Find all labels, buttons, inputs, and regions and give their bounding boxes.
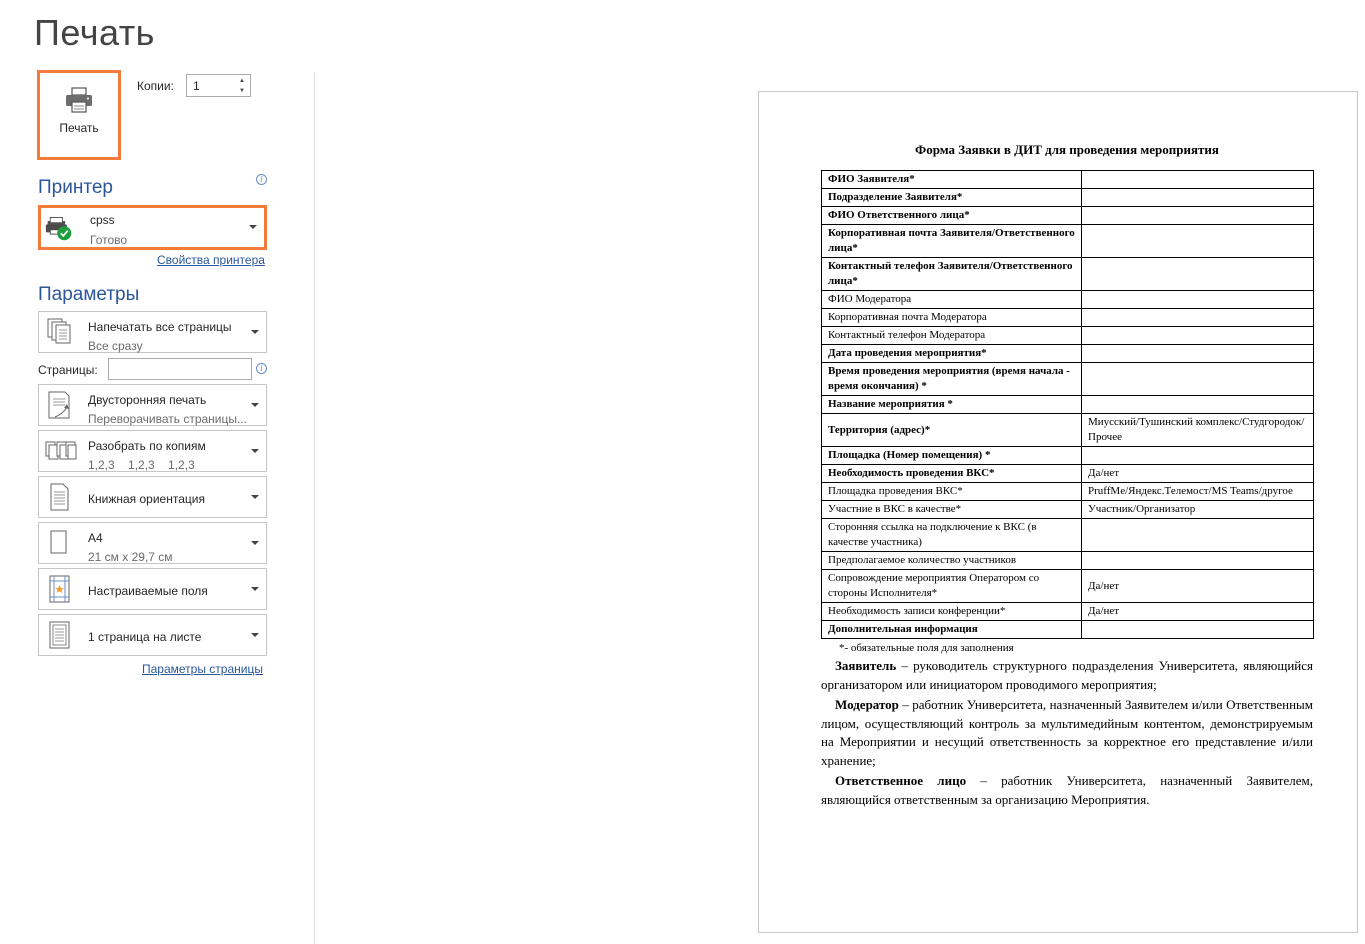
form-field-label: Подразделение Заявителя* <box>822 189 1082 207</box>
printer-name: cpss <box>90 213 115 227</box>
form-field-label: Сопровождение мероприятия Оператором со стороны Исполнителя* <box>822 570 1082 603</box>
pages-info-icon[interactable]: i <box>256 363 267 374</box>
form-field-label: Необходимость проведения ВКС* <box>822 465 1082 483</box>
paper-size-dropdown[interactable] <box>38 522 267 564</box>
form-field-label: Участние в ВКС в качестве* <box>822 501 1082 519</box>
form-field-value <box>1082 327 1314 345</box>
duplex-dropdown[interactable] <box>38 384 267 426</box>
table-row <box>822 519 1314 552</box>
chevron-down-icon <box>249 225 257 229</box>
settings-heading: Параметры <box>38 284 140 305</box>
form-field-label: Дата проведения мероприятия* <box>822 345 1082 363</box>
table-row <box>822 552 1314 570</box>
definition-text: – работник Университета, назначенный Заявителем и/или Ответственным лицом, осуществляющий контроль за мультимедийным контентом, демонстрируемым на Мероприятии и несущий ответственность за корректное его представление и/или хранение; <box>821 697 1313 768</box>
definition-paragraph <box>821 696 1313 770</box>
copies-stepper[interactable] <box>186 74 251 97</box>
pages-label: Страницы: <box>38 363 98 377</box>
definition-paragraph <box>821 657 1313 694</box>
form-field-value <box>1082 258 1314 291</box>
form-field-value <box>1082 519 1314 552</box>
duplex-page-icon <box>45 390 73 420</box>
form-field-value <box>1082 189 1314 207</box>
print-button-label: Печать <box>59 121 99 135</box>
form-field-label: Площадка проведения ВКС* <box>822 483 1082 501</box>
form-field-label: ФИО Модератора <box>822 291 1082 309</box>
form-field-value <box>1082 396 1314 414</box>
portrait-page-icon <box>45 482 73 512</box>
printer-heading: Принтер <box>38 177 113 198</box>
table-row <box>822 447 1314 465</box>
pages-stack-icon <box>45 317 73 347</box>
panel-divider <box>314 72 315 944</box>
table-row <box>822 291 1314 309</box>
paper-size-icon <box>45 528 73 558</box>
form-field-value: Да/нет <box>1082 603 1314 621</box>
paper-size-subtitle: 21 см x 29,7 см <box>88 550 173 564</box>
pages-per-sheet-title: 1 страница на листе <box>88 630 202 644</box>
chevron-down-icon <box>251 330 259 334</box>
form-field-label: Предполагаемое количество участников <box>822 552 1082 570</box>
pages-per-sheet-icon <box>45 620 73 650</box>
print-range-dropdown[interactable] <box>38 311 267 353</box>
copies-label: Копии: <box>137 79 174 93</box>
duplex-subtitle: Переворачивать страницы... <box>88 412 248 426</box>
chevron-down-icon <box>251 403 259 407</box>
margins-icon <box>45 574 73 604</box>
table-row <box>822 207 1314 225</box>
printer-ready-icon <box>45 213 73 243</box>
table-row <box>822 171 1314 189</box>
chevron-down-icon <box>251 587 259 591</box>
form-field-label: Время проведения мероприятия (время начала - время окончания) * <box>822 363 1082 396</box>
paper-size-title: A4 <box>88 531 103 545</box>
definition-term: Модератор <box>835 697 899 712</box>
printer-dropdown[interactable] <box>38 205 267 250</box>
form-field-value <box>1082 621 1314 639</box>
pages-per-sheet-dropdown[interactable] <box>38 614 267 656</box>
form-field-value: PruffMe/Яндекс.Телемост/MS Teams/другое <box>1082 483 1314 501</box>
form-field-label: Дополнительная информация <box>822 621 1082 639</box>
table-row <box>822 396 1314 414</box>
form-field-value: Да/нет <box>1082 570 1314 603</box>
collate-dropdown[interactable] <box>38 430 267 472</box>
duplex-title: Двусторонняя печать <box>88 393 207 407</box>
form-field-label: Контактный телефон Заявителя/Ответственного лица* <box>822 258 1082 291</box>
form-field-label: ФИО Заявителя* <box>822 171 1082 189</box>
form-field-value <box>1082 225 1314 258</box>
table-row <box>822 621 1314 639</box>
definition-text: – руководитель структурного подразделения Университета, являющийся организатором или инициатором проводимого мероприятия; <box>821 658 1313 692</box>
definitions <box>821 657 1313 809</box>
table-row <box>822 465 1314 483</box>
table-row <box>822 414 1314 447</box>
table-row <box>822 327 1314 345</box>
table-row <box>822 258 1314 291</box>
collate-icon <box>45 436 77 466</box>
form-field-value <box>1082 345 1314 363</box>
request-form-table <box>821 170 1314 639</box>
definition-term: Ответственное лицо <box>835 773 967 788</box>
definition-term: Заявитель <box>835 658 897 673</box>
definition-paragraph <box>821 772 1313 809</box>
margins-title: Настраиваемые поля <box>88 584 208 598</box>
printer-icon <box>64 87 94 113</box>
printer-info-icon[interactable]: i <box>256 174 267 185</box>
chevron-down-icon <box>251 495 259 499</box>
table-row <box>822 501 1314 519</box>
print-button[interactable] <box>37 70 121 160</box>
margins-dropdown[interactable] <box>38 568 267 610</box>
form-field-value <box>1082 552 1314 570</box>
form-field-value <box>1082 309 1314 327</box>
chevron-down-icon <box>251 633 259 637</box>
document-title: Форма Заявки в ДИТ для проведения мероприятия <box>915 142 1219 157</box>
table-row <box>822 570 1314 603</box>
copies-up-button[interactable]: ▲ <box>239 78 245 84</box>
page-title: Печать <box>34 12 155 53</box>
form-field-label: Территория (адрес)* <box>822 414 1082 447</box>
form-field-label: Сторонняя ссылка на подключение к ВКС (в качестве участника) <box>822 519 1082 552</box>
page-setup-link[interactable]: Параметры страницы <box>142 662 263 676</box>
form-field-label: Необходимость записи конференции* <box>822 603 1082 621</box>
form-field-label: Корпоративная почта Модератора <box>822 309 1082 327</box>
orientation-title: Книжная ориентация <box>88 492 205 506</box>
table-row <box>822 309 1314 327</box>
chevron-down-icon <box>251 541 259 545</box>
form-field-value: Да/нет <box>1082 465 1314 483</box>
definition-text: – работник Университета, назначенный Заявителем, являющийся ответственным за организацию Мероприятия. <box>821 773 1313 807</box>
table-row <box>822 345 1314 363</box>
form-field-label: ФИО Ответственного лица* <box>822 207 1082 225</box>
form-field-label: Контактный телефон Модератора <box>822 327 1082 345</box>
pages-input[interactable] <box>108 358 252 380</box>
form-field-value: Участник/Организатор <box>1082 501 1314 519</box>
form-field-value: Миусский/Тушинский комплекс/Студгородок/Прочее <box>1082 414 1314 447</box>
printer-properties-link[interactable]: Свойства принтера <box>157 253 265 267</box>
print-range-subtitle: Все сразу <box>88 339 143 353</box>
form-field-value <box>1082 363 1314 396</box>
copies-down-button[interactable]: ▼ <box>239 88 245 94</box>
table-row <box>822 603 1314 621</box>
form-field-label: Название мероприятия * <box>822 396 1082 414</box>
table-row <box>822 189 1314 207</box>
collate-title: Разобрать по копиям <box>88 439 206 453</box>
orientation-dropdown[interactable] <box>38 476 267 518</box>
form-field-label: Площадка (Номер помещения) * <box>822 447 1082 465</box>
chevron-down-icon <box>251 449 259 453</box>
printer-status: Готово <box>90 233 128 247</box>
form-field-value <box>1082 447 1314 465</box>
print-preview-page <box>758 91 1358 933</box>
form-field-value <box>1082 291 1314 309</box>
document-content <box>821 142 1313 809</box>
collate-subtitle: 1,2,3 1,2,3 1,2,3 <box>88 458 195 472</box>
print-range-title: Напечатать все страницы <box>88 320 232 334</box>
form-field-value <box>1082 171 1314 189</box>
copies-value[interactable]: 1 <box>193 79 200 93</box>
table-row <box>822 363 1314 396</box>
table-row <box>822 225 1314 258</box>
table-row <box>822 483 1314 501</box>
form-field-value <box>1082 207 1314 225</box>
required-fields-note: *- обязательные поля для заполнения <box>839 642 1014 654</box>
form-field-label: Корпоративная почта Заявителя/Ответственного лица* <box>822 225 1082 258</box>
